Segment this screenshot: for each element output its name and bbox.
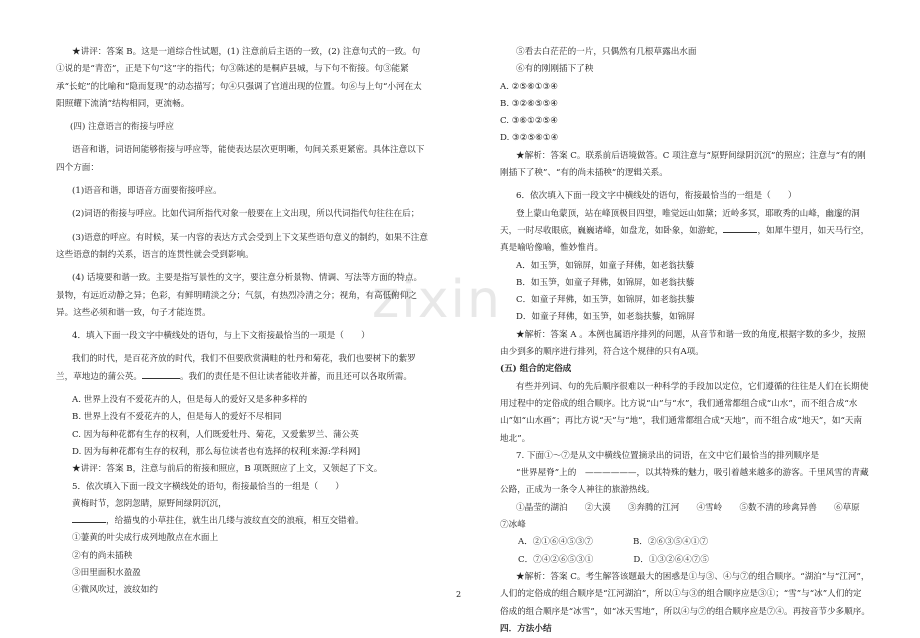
option-a: A. ②⑤⑥①③④ [500, 81, 558, 92]
passage-part-b: ，如犀牛望月，如天马行空，真是喻哈像喻，惟妙惟肖。 [500, 225, 870, 254]
question-5-answer: ★解析：答案 C。联系前后语境做答。C 项注意与“原野间绿阴沉沉”的照应；注意与“有的刚刚插下了秧”、“有的尚未插秧”的逻辑关系。 [500, 150, 866, 179]
question-4-answer: ★讲评：答案 B，注意与前后的衔接和照应，B 项既照应了上文，又领起了下文。 [72, 464, 383, 475]
clause-4: ④微风吹过，波纹如约 [72, 585, 158, 596]
option-d: D. 因为每种花都有生存的权利，那么每位读者也有选择的权利[来源:学科网] [72, 446, 361, 457]
section-heading-summary: 四．方法小结 [500, 623, 552, 634]
clause-3: ③田里面积水盈盈 [72, 568, 141, 579]
clause-6: ⑥有的刚刚插下了秧 [516, 64, 594, 75]
watermark: zixin [372, 270, 502, 330]
clause-5: ⑤看去白茫茫的一片，只偶然有几根草露出水面 [516, 47, 697, 57]
question-5-passage-2 [56, 513, 428, 530]
passage-part: ，给描曳的小草拄住，就生出几缕与波纹直交的浪痕，相互交错着。 [106, 516, 364, 527]
point-3: (3)语意的呼应。有时候，某一内容的表达方式会受到上下文某些语句意义的制约，如果不注意这些语意的制约关系，语言的连贯性就会受到影响。 [56, 232, 428, 260]
answer-blank [142, 369, 180, 379]
option-d: D．如童子拜佛，如玉笋，如老翁扶藜，如锦屏 [516, 312, 695, 323]
option-d: D．①③②⑥④⑦⑤ [633, 554, 709, 565]
option-a: A．②①⑥④⑤③⑦ [518, 537, 593, 548]
explanation-q3: ★讲评：答案 B。这是一道综合性试题，(1) 注意前后主语的一致，(2) 注意句式的一致。句①说的是“青峦”，正是下句“这”字的指代；句③陈述的是桐庐县城，与下句不衔接。句③能紧承“长蛇”的比喻和“隐而复现”的动态描写；句④只强调了官道出现的位置。句⑥与上句“小河在太阳照耀下流淌”结构相同，更流畅。 [56, 47, 422, 109]
options-row-2 [500, 552, 870, 569]
option-b: B. ③②⑥⑤⑤④ [500, 98, 559, 109]
page-number: 2 [456, 590, 462, 599]
point-1: (1)语音和谐，即语音方面要衔接呼应。 [72, 186, 222, 197]
question-7-items: ①晶莹的湖泊 ②大漠 ③奔腾的江河 ④雪岭 ⑤数不清的珍禽异兽 ⑥草原 ⑦冰峰 [500, 502, 877, 531]
question-5-passage-1: 黄梅时节，忽阴忽睛，原野间绿阴沉沉， [72, 498, 227, 509]
clause-1: ①萋黄的叶尖成行成列地散点在水面上 [72, 533, 219, 544]
question-4-stem: 4．填入下面一段文字中横线处的语句，与上下文衔接最恰当的一项是（ ） [72, 331, 370, 342]
section-5-text: 有些并列词、句的先后顺序很难以一种科学的手段加以定位，它们遵循的往往是人们在长期使用过程中的定俗成的组合顺序。比方说“山”与“水”，我们通常都组合成“山水”，而不组合成“水山”如“山水画”；再比方说“天”与“地”，我们通常都组合成“天地”，而不组合成“地天”，如“天南地北”。 [500, 381, 869, 444]
option-c: C. ③⑥①②⑤④ [500, 116, 558, 127]
option-c: C. 因为每种花都有生存的权利，人们既爱牡丹、菊花，又爱紫罗兰、蒲公英 [72, 429, 359, 440]
question-5-stem: 5．依次填入下面一段文字横线处的语句，衔接最恰当的一组是（ ） [72, 481, 344, 492]
option-b: B．如玉笋，如童子拜佛，如锦屏，如老翁扶藜 [516, 277, 695, 288]
question-7-passage: “世界屋脊”上的 ——————，以其特殊的魅力，吸引着越来越多的游客。千里风雪的青藏公路，正成为一条令人神往的旅游热线。 [500, 468, 869, 496]
option-b: B．②⑥③⑤④①⑦ [632, 537, 709, 548]
section-heading-5: (五) 组合的定俗成 [500, 364, 572, 375]
section-intro: 语音和谐，词语间能够衔接与呼应等，能使表达层次更明晰，句间关系更紧密。具体注意以下四个方面： [56, 145, 425, 173]
clause-2: ②有的尚未插秧 [72, 550, 133, 561]
point-4: (4) 话境要和谐一致。主要是指写景性的文字，要注意分析景物、情调、写法等方面的特点。景物，有远近动静之异；色彩，有鲜明晴淡之分；气氛，有热烈冷清之分；视角，有高低俯仰之异。这些必须和谐一致，句子才能连贯。 [56, 273, 423, 318]
option-c: C．如童子拜佛，如玉笋，如锦屏，如老翁扶藜 [516, 295, 695, 306]
right-column [500, 44, 877, 638]
passage-part-a: 登上蒙山龟蒙顶，站在峰顶极目四望，唯觉远山如黛；近岭多冥，耶畋秀的山峰，幽邃的洞天，一时尽收眼底，巍巍诸峰，如盘龙，如卧象，如游蛇， [500, 208, 860, 236]
option-c: C．⑦④②⑥⑤③① [518, 554, 594, 565]
question-7-stem: 7. 下面①～⑦是从文中横线位置摘录出的词语，在文中它们最恰当的排列顺序是 [516, 450, 820, 461]
passage-part-b: 。我们的责任是不但让读者能收并蓄，而且还可以各取所需。 [179, 371, 412, 382]
question-6-stem: 6．依次填入下面一段文字中横线处的语句，衔接最恰当的一组是（ ） [516, 191, 797, 202]
options-row-1 [500, 534, 870, 551]
question-6-answer: ★解析：答案 A 。本例也属语序排列的问题，从音节和谐一致的角度,根据字数的多少，按照由少到多的顺序进行排列，符合这个规律的只有A项。 [500, 329, 866, 358]
question-4-passage [56, 351, 428, 386]
option-d: D. ③②⑤⑥①④ [500, 133, 559, 144]
option-a: A. 世界上没有不爱花卉的人，但是每人的爱好又是多种多样的 [72, 395, 308, 406]
section-heading-4: (四) 注意语言的衔接与呼应 [70, 122, 174, 133]
option-b: B. 世界上没有不爱花卉的人，但是每人的爱好不尽相同 [72, 412, 282, 423]
passage-part-a: 我们的时代，是百花齐放的时代，我们不但要欣赏满畦的牡丹和菊花，我们也要树下的紫罗兰，草地边的蒲公英。 [56, 354, 416, 382]
left-column [56, 44, 428, 600]
point-2: (2)词语的衔接与呼应。比如代词所指代对象一般要在上文出现，所以代词指代句往往在后； [72, 209, 420, 220]
question-7-answer: ★解析：答案 C。考生解答该题最大的困惑是①与③、④与⑦的组合顺序。“湖泊”与“江河”，人们的定俗成的组合顺序是“江河湖泊”，所以①与③的组合顺序应是③①；“雪”与“冰”人们的定俗成的组合顺序是“冰雪”，如“冰天雪地”，所以④与⑦的组合顺序应是⑦④。再按音节少多顺序。 [500, 571, 870, 617]
question-6-passage [500, 206, 870, 258]
answer-blank [72, 513, 106, 523]
answer-blank [723, 223, 757, 233]
option-a: A．如玉笋，如锦屏，如童子拜佛，如老翁扶藜 [516, 260, 695, 271]
